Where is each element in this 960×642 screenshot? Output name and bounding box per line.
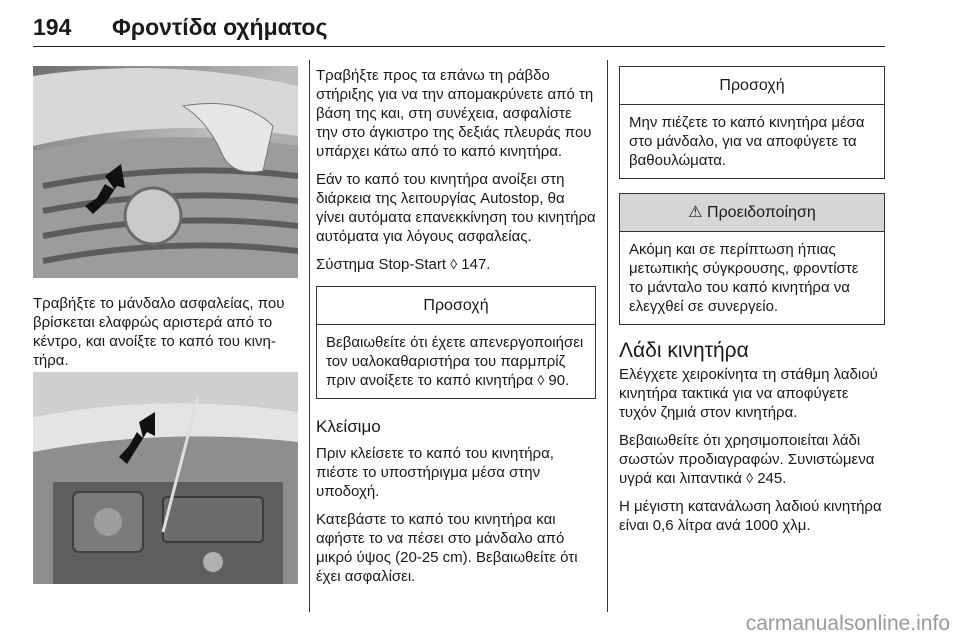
engine-oil-heading: Λάδι κινητήρα <box>619 339 749 362</box>
column-divider-2 <box>607 60 608 612</box>
column-1-text <box>33 294 299 379</box>
paragraph-oil-consumption: Η μέγιστη κατανάλωση λαδιού κινητήρα είναι 0,6 λίτρα ανά 1000 χλμ. <box>619 498 882 534</box>
caution-body-text: Βεβαιωθείτε ότι έχετε απενεργοποιήσει τον υαλοκαθαριστήρα του παρμπρίζ πριν ανοίξετε το καπό κινητήρα <box>326 334 584 389</box>
stop-start-text: Σύστημα Stop-Start <box>316 256 447 273</box>
watermark: carmanualsonline.info <box>745 612 950 635</box>
paragraph-oil-check: Ελέγχετε χειροκίνητα τη στάθμη λαδιού κινητήρα τακτικά για να αποφύγετε τυχόν ζημιά στον κινητήρα. <box>619 366 878 421</box>
warning-body: Ακόμη και σε περίπτωση ήπιας μετωπικής σύγκρουσης, φροντίστε το μάνταλο του καπό κινητήρα να ελεγχθεί σε συνεργείο. <box>629 241 859 315</box>
column-divider-1 <box>309 60 310 612</box>
header-rule <box>33 46 885 47</box>
paragraph-closing-2: Κατεβάστε το καπό του κινητήρα και αφήστε το να πέσει στο μάνδαλο από μικρό ύψος (20-25 cm). Βεβαιωθείτε ότι έχει ασφαλίσει. <box>316 511 578 585</box>
warning-header <box>620 194 884 232</box>
paragraph-closing-1: Πριν κλείσετε το καπό του κινητήρα, πιέστε το υποστήριγμα μέσα στην υποδοχή. <box>316 445 554 500</box>
caution-box-wiper <box>316 286 596 399</box>
warning-box <box>619 193 885 325</box>
caution-body-page: 90. <box>548 372 570 389</box>
caution-body <box>317 325 595 398</box>
hood-release-photo <box>33 66 298 278</box>
caution-box-dents <box>619 66 885 179</box>
support-rod-photo <box>33 372 298 584</box>
page-ref-icon: ◊ <box>450 256 458 272</box>
page-ref-icon: ◊ <box>746 470 754 486</box>
paragraph-stop-start-ref <box>316 255 596 274</box>
paragraph-autostop: Εάν το καπό του κινητήρα ανοίξει στη διάρκεια της λειτουργίας Autostop, θα γίνει αυτόματα επανεκκίνηση του κινητήρα αυτόματα για λόγους ασφαλείας. <box>316 171 596 245</box>
oil-spec-text: Βεβαιωθείτε ότι χρησιμοποιείται λάδι σωστών προδιαγραφών. Συνιστώμενα υγρά και λιπαντικά <box>619 432 875 487</box>
caution-title: Προσοχή <box>620 67 884 105</box>
page-header <box>33 14 885 50</box>
paragraph-support-rod: Τραβήξτε προς τα επάνω τη ράβδο στήριξης για να την απομακρύνετε από τη βάση της και, στη συνέχεια, ασφαλίστε την στο άγκιστρο της δεξιάς πλευράς που υπάρχει κάτω από το καπό κινητήρα. <box>316 67 594 160</box>
page-title: Φροντίδα οχήματος <box>112 14 328 40</box>
hood-release-illustration <box>33 66 298 278</box>
page-number: 194 <box>33 14 72 40</box>
caution-body: Μην πιέζετε το καπό κινητήρα μέσα στο μάνδαλο, για να αποφύγετε τα βαθουλώματα. <box>629 114 865 169</box>
warning-triangle-icon: ⚠ <box>688 204 703 221</box>
column-3 <box>619 66 885 544</box>
warning-title: Προειδοποίηση <box>707 204 816 221</box>
page-ref-icon: ◊ <box>537 372 545 388</box>
support-rod-illustration <box>33 372 298 584</box>
caution-title: Προσοχή <box>317 287 595 325</box>
oil-spec-page: 245. <box>757 470 787 487</box>
stop-start-page: 147. <box>461 256 491 273</box>
column-2 <box>316 66 596 595</box>
paragraph-oil-spec <box>619 431 885 488</box>
closing-heading: Κλείσιμο <box>316 417 381 436</box>
caption-hood-release: Τραβήξτε το μάνδαλο ασφαλείας, που βρίσκεται ελαφρώς αριστερά από το κέντρο, και ανοίξτε το καπό του κινητήρα. <box>33 295 285 369</box>
